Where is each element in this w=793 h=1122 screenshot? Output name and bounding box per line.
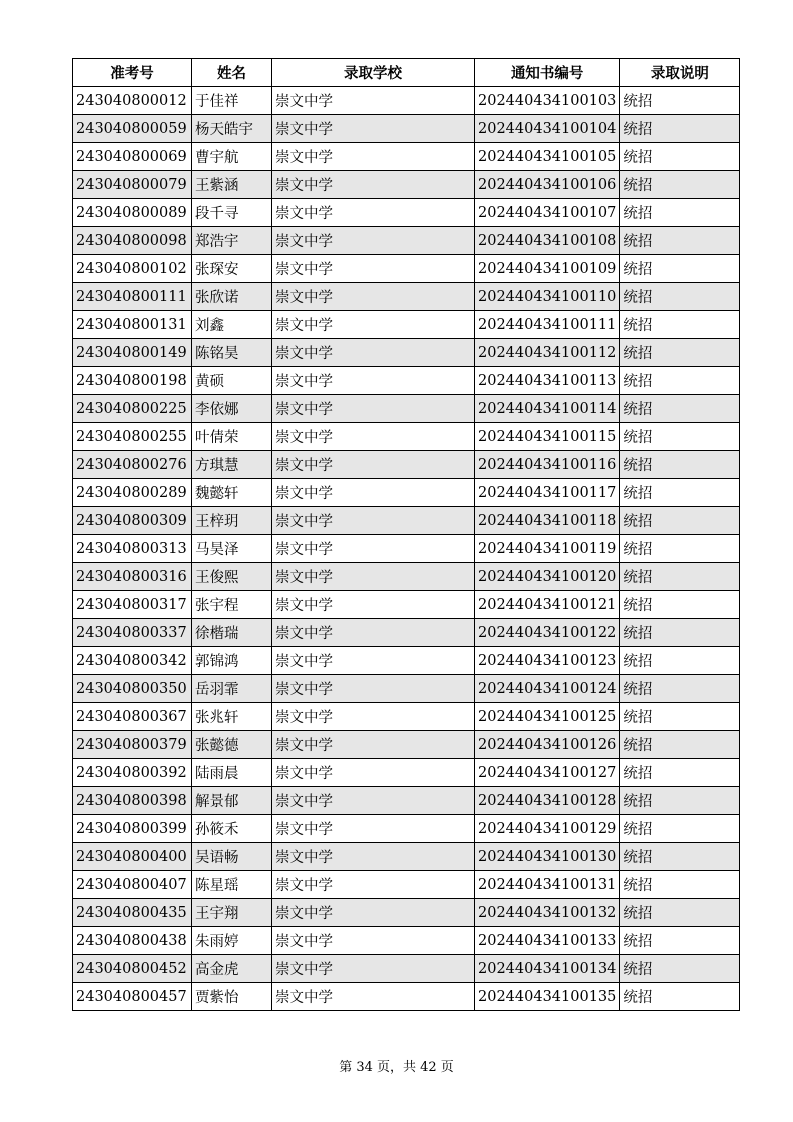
notice-number-cell: 202440434100114 (475, 395, 620, 423)
admission-note-cell: 统招 (620, 283, 740, 311)
notice-number-cell: 202440434100112 (475, 339, 620, 367)
school-cell: 崇文中学 (272, 535, 475, 563)
school-cell: 崇文中学 (272, 199, 475, 227)
admission-note-cell: 统招 (620, 87, 740, 115)
table-row (73, 451, 740, 479)
table-row (73, 311, 740, 339)
exam-number-cell: 243040800069 (73, 143, 192, 171)
admission-note-cell: 统招 (620, 423, 740, 451)
admission-note-cell: 统招 (620, 199, 740, 227)
exam-number-cell: 243040800131 (73, 311, 192, 339)
table-row (73, 619, 740, 647)
admission-note-cell: 统招 (620, 675, 740, 703)
notice-number-cell: 202440434100130 (475, 843, 620, 871)
notice-number-cell: 202440434100120 (475, 563, 620, 591)
exam-number-cell: 243040800313 (73, 535, 192, 563)
exam-number-cell: 243040800399 (73, 815, 192, 843)
table-row (73, 339, 740, 367)
notice-number-cell: 202440434100131 (475, 871, 620, 899)
exam-number-cell: 243040800317 (73, 591, 192, 619)
header-notice-number: 通知书编号 (475, 59, 620, 87)
table-row (73, 927, 740, 955)
school-cell: 崇文中学 (272, 311, 475, 339)
school-cell: 崇文中学 (272, 339, 475, 367)
notice-number-cell: 202440434100119 (475, 535, 620, 563)
notice-number-cell: 202440434100111 (475, 311, 620, 339)
notice-number-cell: 202440434100110 (475, 283, 620, 311)
table-row (73, 143, 740, 171)
name-cell: 魏懿轩 (192, 479, 272, 507)
school-cell: 崇文中学 (272, 395, 475, 423)
notice-number-cell: 202440434100126 (475, 731, 620, 759)
name-cell: 段千寻 (192, 199, 272, 227)
school-cell: 崇文中学 (272, 255, 475, 283)
notice-number-cell: 202440434100133 (475, 927, 620, 955)
name-cell: 陆雨晨 (192, 759, 272, 787)
admission-note-cell: 统招 (620, 171, 740, 199)
header-name: 姓名 (192, 59, 272, 87)
name-cell: 陈铭昊 (192, 339, 272, 367)
exam-number-cell: 243040800400 (73, 843, 192, 871)
admission-note-cell: 统招 (620, 955, 740, 983)
exam-number-cell: 243040800379 (73, 731, 192, 759)
exam-number-cell: 243040800102 (73, 255, 192, 283)
notice-number-cell: 202440434100116 (475, 451, 620, 479)
admission-note-cell: 统招 (620, 339, 740, 367)
admission-note-cell: 统招 (620, 927, 740, 955)
header-row (73, 59, 740, 87)
name-cell: 曹宇航 (192, 143, 272, 171)
exam-number-cell: 243040800342 (73, 647, 192, 675)
table-row (73, 535, 740, 563)
header-exam-number: 准考号 (73, 59, 192, 87)
exam-number-cell: 243040800089 (73, 199, 192, 227)
admission-table (72, 58, 740, 1011)
admission-note-cell: 统招 (620, 227, 740, 255)
school-cell: 崇文中学 (272, 703, 475, 731)
exam-number-cell: 243040800407 (73, 871, 192, 899)
admission-note-cell: 统招 (620, 731, 740, 759)
notice-number-cell: 202440434100118 (475, 507, 620, 535)
exam-number-cell: 243040800457 (73, 983, 192, 1011)
admission-note-cell: 统招 (620, 115, 740, 143)
notice-number-cell: 202440434100108 (475, 227, 620, 255)
name-cell: 张琛安 (192, 255, 272, 283)
table-row (73, 759, 740, 787)
notice-number-cell: 202440434100129 (475, 815, 620, 843)
admission-note-cell: 统招 (620, 255, 740, 283)
notice-number-cell: 202440434100103 (475, 87, 620, 115)
table-row (73, 87, 740, 115)
table-row (73, 367, 740, 395)
school-cell: 崇文中学 (272, 843, 475, 871)
name-cell: 张懿德 (192, 731, 272, 759)
table-row (73, 731, 740, 759)
name-cell: 张宇程 (192, 591, 272, 619)
admission-note-cell: 统招 (620, 787, 740, 815)
name-cell: 解景郁 (192, 787, 272, 815)
name-cell: 郑浩宇 (192, 227, 272, 255)
admission-note-cell: 统招 (620, 703, 740, 731)
school-cell: 崇文中学 (272, 507, 475, 535)
table-row (73, 983, 740, 1011)
admission-note-cell: 统招 (620, 647, 740, 675)
name-cell: 郭锦鸿 (192, 647, 272, 675)
exam-number-cell: 243040800276 (73, 451, 192, 479)
table-row (73, 423, 740, 451)
notice-number-cell: 202440434100106 (475, 171, 620, 199)
admission-note-cell: 统招 (620, 563, 740, 591)
exam-number-cell: 243040800225 (73, 395, 192, 423)
school-cell: 崇文中学 (272, 479, 475, 507)
admission-note-cell: 统招 (620, 143, 740, 171)
school-cell: 崇文中学 (272, 227, 475, 255)
admission-note-cell: 统招 (620, 815, 740, 843)
exam-number-cell: 243040800079 (73, 171, 192, 199)
admission-note-cell: 统招 (620, 871, 740, 899)
notice-number-cell: 202440434100113 (475, 367, 620, 395)
name-cell: 王紫涵 (192, 171, 272, 199)
exam-number-cell: 243040800059 (73, 115, 192, 143)
name-cell: 高金虎 (192, 955, 272, 983)
school-cell: 崇文中学 (272, 759, 475, 787)
admission-note-cell: 统招 (620, 507, 740, 535)
table-row (73, 703, 740, 731)
admission-note-cell: 统招 (620, 311, 740, 339)
notice-number-cell: 202440434100115 (475, 423, 620, 451)
name-cell: 孙筱禾 (192, 815, 272, 843)
school-cell: 崇文中学 (272, 927, 475, 955)
exam-number-cell: 243040800149 (73, 339, 192, 367)
exam-number-cell: 243040800012 (73, 87, 192, 115)
table-row (73, 115, 740, 143)
exam-number-cell: 243040800316 (73, 563, 192, 591)
table-row (73, 255, 740, 283)
table-row (73, 199, 740, 227)
name-cell: 叶倩荣 (192, 423, 272, 451)
name-cell: 方琪慧 (192, 451, 272, 479)
notice-number-cell: 202440434100135 (475, 983, 620, 1011)
notice-number-cell: 202440434100123 (475, 647, 620, 675)
exam-number-cell: 243040800289 (73, 479, 192, 507)
notice-number-cell: 202440434100132 (475, 899, 620, 927)
admission-note-cell: 统招 (620, 451, 740, 479)
notice-number-cell: 202440434100117 (475, 479, 620, 507)
table-row (73, 955, 740, 983)
table-row (73, 675, 740, 703)
school-cell: 崇文中学 (272, 871, 475, 899)
name-cell: 黄硕 (192, 367, 272, 395)
school-cell: 崇文中学 (272, 451, 475, 479)
exam-number-cell: 243040800398 (73, 787, 192, 815)
name-cell: 张欣诺 (192, 283, 272, 311)
name-cell: 朱雨婷 (192, 927, 272, 955)
exam-number-cell: 243040800198 (73, 367, 192, 395)
school-cell: 崇文中学 (272, 619, 475, 647)
name-cell: 张兆轩 (192, 703, 272, 731)
table-row (73, 563, 740, 591)
school-cell: 崇文中学 (272, 675, 475, 703)
name-cell: 王宇翔 (192, 899, 272, 927)
exam-number-cell: 243040800452 (73, 955, 192, 983)
admission-note-cell: 统招 (620, 759, 740, 787)
name-cell: 杨天皓宇 (192, 115, 272, 143)
admission-note-cell: 统招 (620, 367, 740, 395)
table-row (73, 871, 740, 899)
exam-number-cell: 243040800255 (73, 423, 192, 451)
school-cell: 崇文中学 (272, 563, 475, 591)
exam-number-cell: 243040800309 (73, 507, 192, 535)
name-cell: 岳羽霏 (192, 675, 272, 703)
exam-number-cell: 243040800435 (73, 899, 192, 927)
exam-number-cell: 243040800392 (73, 759, 192, 787)
table-row (73, 591, 740, 619)
name-cell: 王俊熙 (192, 563, 272, 591)
school-cell: 崇文中学 (272, 647, 475, 675)
exam-number-cell: 243040800350 (73, 675, 192, 703)
table-row (73, 843, 740, 871)
name-cell: 王梓玥 (192, 507, 272, 535)
table-row (73, 171, 740, 199)
name-cell: 于佳祥 (192, 87, 272, 115)
table-row (73, 395, 740, 423)
exam-number-cell: 243040800111 (73, 283, 192, 311)
table-row (73, 479, 740, 507)
school-cell: 崇文中学 (272, 815, 475, 843)
name-cell: 刘鑫 (192, 311, 272, 339)
table-row (73, 647, 740, 675)
table-row (73, 815, 740, 843)
table-row (73, 227, 740, 255)
admission-note-cell: 统招 (620, 591, 740, 619)
school-cell: 崇文中学 (272, 143, 475, 171)
exam-number-cell: 243040800367 (73, 703, 192, 731)
school-cell: 崇文中学 (272, 591, 475, 619)
notice-number-cell: 202440434100124 (475, 675, 620, 703)
school-cell: 崇文中学 (272, 731, 475, 759)
notice-number-cell: 202440434100107 (475, 199, 620, 227)
admission-note-cell: 统招 (620, 395, 740, 423)
notice-number-cell: 202440434100109 (475, 255, 620, 283)
admission-note-cell: 统招 (620, 899, 740, 927)
name-cell: 陈星瑶 (192, 871, 272, 899)
notice-number-cell: 202440434100104 (475, 115, 620, 143)
school-cell: 崇文中学 (272, 899, 475, 927)
admission-note-cell: 统招 (620, 479, 740, 507)
exam-number-cell: 243040800337 (73, 619, 192, 647)
admission-note-cell: 统招 (620, 843, 740, 871)
school-cell: 崇文中学 (272, 423, 475, 451)
header-admission-note: 录取说明 (620, 59, 740, 87)
table-row (73, 507, 740, 535)
school-cell: 崇文中学 (272, 115, 475, 143)
table-row (73, 787, 740, 815)
notice-number-cell: 202440434100125 (475, 703, 620, 731)
name-cell: 徐楷瑞 (192, 619, 272, 647)
name-cell: 吴语畅 (192, 843, 272, 871)
admission-note-cell: 统招 (620, 535, 740, 563)
name-cell: 李依娜 (192, 395, 272, 423)
header-school: 录取学校 (272, 59, 475, 87)
school-cell: 崇文中学 (272, 283, 475, 311)
notice-number-cell: 202440434100121 (475, 591, 620, 619)
notice-number-cell: 202440434100128 (475, 787, 620, 815)
exam-number-cell: 243040800098 (73, 227, 192, 255)
notice-number-cell: 202440434100127 (475, 759, 620, 787)
name-cell: 贾紫怡 (192, 983, 272, 1011)
school-cell: 崇文中学 (272, 983, 475, 1011)
notice-number-cell: 202440434100134 (475, 955, 620, 983)
admission-note-cell: 统招 (620, 983, 740, 1011)
school-cell: 崇文中学 (272, 367, 475, 395)
notice-number-cell: 202440434100105 (475, 143, 620, 171)
table-row (73, 899, 740, 927)
exam-number-cell: 243040800438 (73, 927, 192, 955)
school-cell: 崇文中学 (272, 787, 475, 815)
table-row (73, 283, 740, 311)
school-cell: 崇文中学 (272, 955, 475, 983)
page-footer: 第 34 页，共 42 页 (339, 1060, 454, 1075)
name-cell: 马昊泽 (192, 535, 272, 563)
admission-note-cell: 统招 (620, 619, 740, 647)
school-cell: 崇文中学 (272, 87, 475, 115)
school-cell: 崇文中学 (272, 171, 475, 199)
notice-number-cell: 202440434100122 (475, 619, 620, 647)
